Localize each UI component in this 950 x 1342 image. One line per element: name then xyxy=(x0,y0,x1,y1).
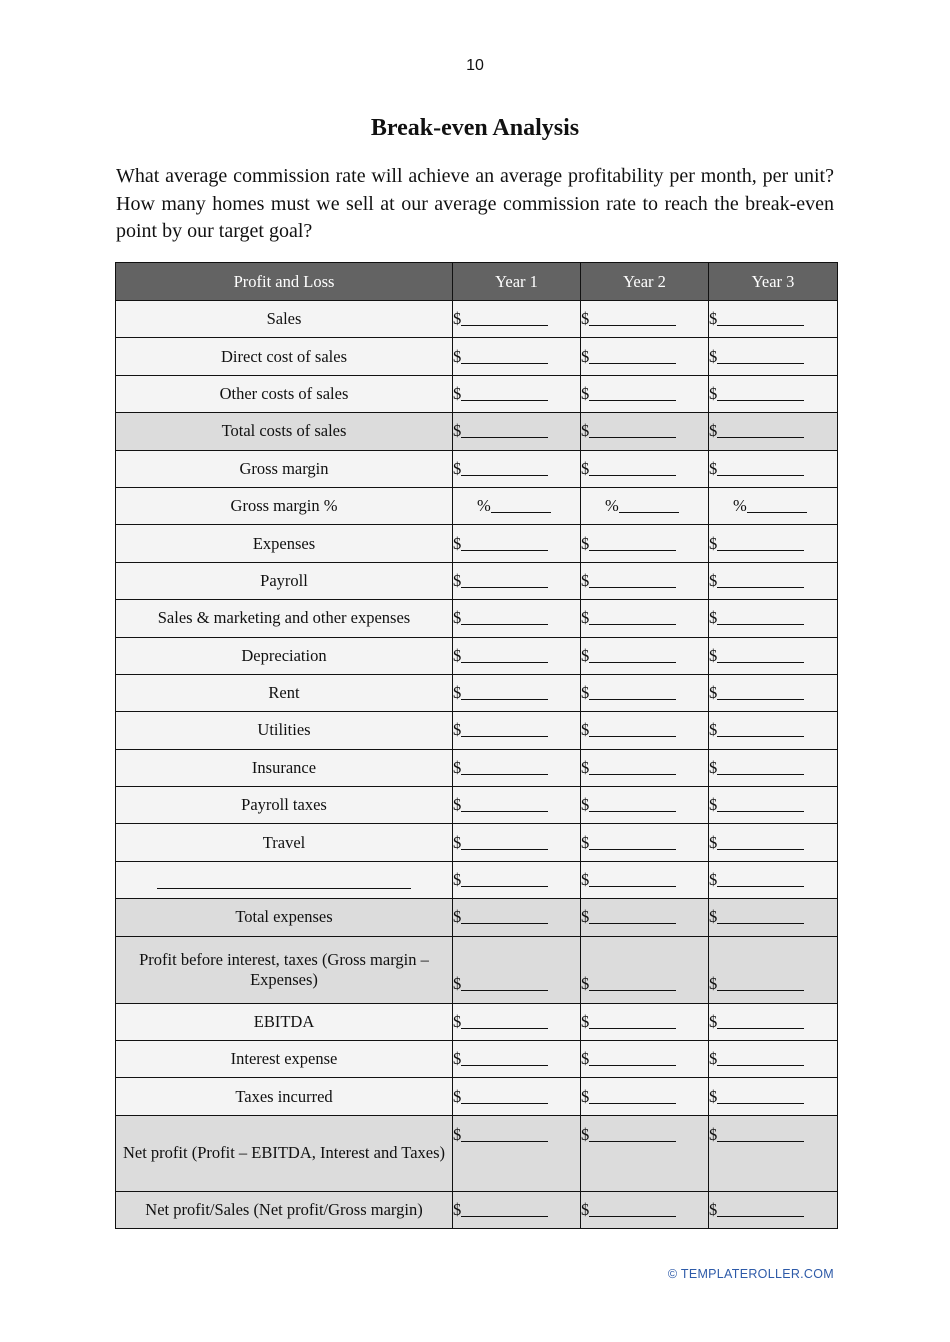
year-2-value-cell xyxy=(581,562,709,599)
table-row xyxy=(116,1003,838,1040)
fill-in-blank[interactable] xyxy=(589,758,676,775)
fill-in-blank[interactable] xyxy=(461,347,548,364)
year-3-value-cell xyxy=(709,637,838,674)
year-3-value-cell xyxy=(709,525,838,562)
year-2-value-cell xyxy=(581,1041,709,1078)
row-label: Expenses xyxy=(116,525,453,562)
header-profit-and-loss: Profit and Loss xyxy=(116,263,453,301)
header-year-3: Year 3 xyxy=(709,263,838,301)
year-1-value-cell xyxy=(453,338,581,375)
dollar-sign: $ xyxy=(581,608,590,628)
fill-in-blank[interactable] xyxy=(461,720,548,737)
fill-in-blank[interactable] xyxy=(717,1200,804,1217)
row-label: Sales xyxy=(116,301,453,338)
dollar-sign: $ xyxy=(453,383,462,403)
row-label: Direct cost of sales xyxy=(116,338,453,375)
custom-label-blank[interactable] xyxy=(157,866,411,889)
year-2-value-cell xyxy=(581,637,709,674)
year-3-value-cell xyxy=(709,861,838,898)
header-year-2: Year 2 xyxy=(581,263,709,301)
fill-in-blank[interactable] xyxy=(461,1200,548,1217)
fill-in-blank[interactable] xyxy=(461,384,548,401)
year-3-value-cell xyxy=(709,338,838,375)
year-3-value-cell xyxy=(709,1191,838,1228)
fill-in-blank[interactable] xyxy=(461,459,548,476)
row-label: Net profit (Profit – EBITDA, Interest and Taxes) xyxy=(116,1115,453,1191)
fill-in-blank[interactable] xyxy=(589,974,676,991)
table-header-row xyxy=(116,263,838,301)
table-row xyxy=(116,562,838,599)
table-row xyxy=(116,1115,838,1191)
dollar-sign: $ xyxy=(453,570,462,590)
table-row xyxy=(116,1041,838,1078)
table-row xyxy=(116,674,838,711)
percent-sign: % xyxy=(477,496,491,516)
fill-in-blank[interactable] xyxy=(589,421,676,438)
table-row xyxy=(116,1078,838,1115)
year-1-value-cell xyxy=(453,1041,581,1078)
dollar-sign: $ xyxy=(453,720,462,740)
dollar-sign: $ xyxy=(581,907,590,927)
dollar-sign: $ xyxy=(453,1011,462,1031)
fill-in-blank[interactable] xyxy=(461,608,548,625)
dollar-sign: $ xyxy=(709,973,718,993)
table-row xyxy=(116,861,838,898)
dollar-sign: $ xyxy=(709,720,718,740)
year-1-value-cell xyxy=(453,487,581,524)
year-3-value-cell xyxy=(709,600,838,637)
row-label xyxy=(116,861,453,898)
row-label: Depreciation xyxy=(116,637,453,674)
table-row xyxy=(116,899,838,936)
year-1-value-cell xyxy=(453,375,581,412)
year-2-value-cell xyxy=(581,375,709,412)
year-3-value-cell xyxy=(709,413,838,450)
dollar-sign: $ xyxy=(709,1086,718,1106)
dollar-sign: $ xyxy=(709,1049,718,1069)
fill-in-blank[interactable] xyxy=(589,384,676,401)
row-label: Sales & marketing and other expenses xyxy=(116,600,453,637)
fill-in-blank[interactable] xyxy=(589,1012,676,1029)
table-row xyxy=(116,637,838,674)
dollar-sign: $ xyxy=(453,1086,462,1106)
year-2-value-cell xyxy=(581,487,709,524)
year-2-value-cell xyxy=(581,1191,709,1228)
fill-in-blank[interactable] xyxy=(589,795,676,812)
dollar-sign: $ xyxy=(709,1200,718,1219)
year-2-value-cell xyxy=(581,824,709,861)
profit-and-loss-table xyxy=(115,262,838,1229)
year-2-value-cell xyxy=(581,1078,709,1115)
table-row xyxy=(116,787,838,824)
row-label: Payroll taxes xyxy=(116,787,453,824)
year-1-value-cell xyxy=(453,712,581,749)
dollar-sign: $ xyxy=(453,683,462,703)
fill-in-blank[interactable] xyxy=(747,496,807,513)
dollar-sign: $ xyxy=(581,1124,590,1144)
dollar-sign: $ xyxy=(581,421,590,441)
fill-in-blank[interactable] xyxy=(461,974,548,991)
dollar-sign: $ xyxy=(709,421,718,441)
dollar-sign: $ xyxy=(453,1124,462,1144)
table-row xyxy=(116,749,838,786)
intro-paragraph: What average commission rate will achieve an average profitability per month, per unit? How many homes must we sell at our average commission rate to reach the break-even point by our target goal? xyxy=(116,165,834,242)
fill-in-blank[interactable] xyxy=(461,309,548,326)
fill-in-blank[interactable] xyxy=(717,1125,804,1142)
fill-in-blank[interactable] xyxy=(589,1087,676,1104)
row-label: Travel xyxy=(116,824,453,861)
dollar-sign: $ xyxy=(453,1049,462,1069)
table-row xyxy=(116,600,838,637)
templateroller-credit[interactable]: © TEMPLATEROLLER.COM xyxy=(667,1267,834,1281)
row-label: Gross margin xyxy=(116,450,453,487)
dollar-sign: $ xyxy=(709,795,718,815)
year-1-value-cell xyxy=(453,936,581,1003)
year-1-value-cell xyxy=(453,1003,581,1040)
year-2-value-cell xyxy=(581,600,709,637)
year-2-value-cell xyxy=(581,899,709,936)
row-label: Utilities xyxy=(116,712,453,749)
dollar-sign: $ xyxy=(709,1011,718,1031)
fill-in-blank[interactable] xyxy=(717,571,804,588)
dollar-sign: $ xyxy=(453,645,462,665)
year-1-value-cell xyxy=(453,824,581,861)
row-label: Total costs of sales xyxy=(116,413,453,450)
year-3-value-cell xyxy=(709,1078,838,1115)
fill-in-blank[interactable] xyxy=(589,720,676,737)
fill-in-blank[interactable] xyxy=(461,571,548,588)
year-3-value-cell xyxy=(709,301,838,338)
dollar-sign: $ xyxy=(581,870,590,890)
dollar-sign: $ xyxy=(453,533,462,553)
table-row xyxy=(116,375,838,412)
fill-in-blank[interactable] xyxy=(717,1012,804,1029)
fill-in-blank[interactable] xyxy=(461,870,548,887)
fill-in-blank[interactable] xyxy=(589,907,676,924)
year-1-value-cell xyxy=(453,600,581,637)
year-3-value-cell xyxy=(709,899,838,936)
fill-in-blank[interactable] xyxy=(589,309,676,326)
dollar-sign: $ xyxy=(581,1200,590,1219)
fill-in-blank[interactable] xyxy=(619,496,679,513)
fill-in-blank[interactable] xyxy=(589,608,676,625)
fill-in-blank[interactable] xyxy=(717,309,804,326)
table-row xyxy=(116,450,838,487)
header-year-1: Year 1 xyxy=(453,263,581,301)
dollar-sign: $ xyxy=(709,870,718,890)
dollar-sign: $ xyxy=(453,346,462,366)
fill-in-blank[interactable] xyxy=(589,459,676,476)
fill-in-blank[interactable] xyxy=(491,496,551,513)
year-1-value-cell xyxy=(453,562,581,599)
dollar-sign: $ xyxy=(709,757,718,777)
year-1-value-cell xyxy=(453,899,581,936)
year-1-value-cell xyxy=(453,301,581,338)
dollar-sign: $ xyxy=(709,683,718,703)
row-label: Interest expense xyxy=(116,1041,453,1078)
percent-sign: % xyxy=(733,496,747,516)
dollar-sign: $ xyxy=(453,907,462,927)
dollar-sign: $ xyxy=(709,1124,718,1144)
dollar-sign: $ xyxy=(581,832,590,852)
fill-in-blank[interactable] xyxy=(717,347,804,364)
dollar-sign: $ xyxy=(453,757,462,777)
fill-in-blank[interactable] xyxy=(461,795,548,812)
fill-in-blank[interactable] xyxy=(589,870,676,887)
row-label: Total expenses xyxy=(116,899,453,936)
fill-in-blank[interactable] xyxy=(717,870,804,887)
dollar-sign: $ xyxy=(581,795,590,815)
dollar-sign: $ xyxy=(581,645,590,665)
dollar-sign: $ xyxy=(709,346,718,366)
year-3-value-cell xyxy=(709,749,838,786)
row-label: EBITDA xyxy=(116,1003,453,1040)
year-3-value-cell xyxy=(709,1041,838,1078)
dollar-sign: $ xyxy=(581,720,590,740)
year-1-value-cell xyxy=(453,637,581,674)
year-3-value-cell xyxy=(709,1003,838,1040)
page-number: 10 xyxy=(466,57,484,74)
fill-in-blank[interactable] xyxy=(717,1087,804,1104)
row-label: Profit before interest, taxes (Gross margin – Expenses) xyxy=(116,936,453,1003)
year-2-value-cell xyxy=(581,1115,709,1191)
year-1-value-cell xyxy=(453,413,581,450)
fill-in-blank[interactable] xyxy=(717,534,804,551)
year-2-value-cell xyxy=(581,413,709,450)
table-row xyxy=(116,338,838,375)
year-2-value-cell xyxy=(581,712,709,749)
dollar-sign: $ xyxy=(709,383,718,403)
row-label: Gross margin % xyxy=(116,487,453,524)
fill-in-blank[interactable] xyxy=(461,683,548,700)
row-label: Payroll xyxy=(116,562,453,599)
year-2-value-cell xyxy=(581,1003,709,1040)
year-2-value-cell xyxy=(581,749,709,786)
year-3-value-cell xyxy=(709,787,838,824)
dollar-sign: $ xyxy=(709,608,718,628)
year-2-value-cell xyxy=(581,787,709,824)
dollar-sign: $ xyxy=(581,1049,590,1069)
year-3-value-cell xyxy=(709,824,838,861)
fill-in-blank[interactable] xyxy=(717,795,804,812)
dollar-sign: $ xyxy=(581,1086,590,1106)
dollar-sign: $ xyxy=(581,757,590,777)
dollar-sign: $ xyxy=(453,1200,462,1219)
fill-in-blank[interactable] xyxy=(461,421,548,438)
dollar-sign: $ xyxy=(709,309,718,329)
fill-in-blank[interactable] xyxy=(717,1049,804,1066)
table-row xyxy=(116,301,838,338)
row-label: Other costs of sales xyxy=(116,375,453,412)
table-row xyxy=(116,413,838,450)
fill-in-blank[interactable] xyxy=(461,758,548,775)
fill-in-blank[interactable] xyxy=(717,683,804,700)
dollar-sign: $ xyxy=(453,309,462,329)
year-3-value-cell xyxy=(709,674,838,711)
year-1-value-cell xyxy=(453,1191,581,1228)
year-2-value-cell xyxy=(581,338,709,375)
fill-in-blank[interactable] xyxy=(461,534,548,551)
year-3-value-cell xyxy=(709,562,838,599)
page-title: Break-even Analysis xyxy=(370,115,580,141)
table-row xyxy=(116,936,838,1003)
table-row xyxy=(116,1191,838,1228)
year-2-value-cell xyxy=(581,936,709,1003)
year-3-value-cell xyxy=(709,1115,838,1191)
year-2-value-cell xyxy=(581,525,709,562)
fill-in-blank[interactable] xyxy=(589,833,676,850)
fill-in-blank[interactable] xyxy=(461,1012,548,1029)
dollar-sign: $ xyxy=(581,973,590,993)
row-label: Rent xyxy=(116,674,453,711)
dollar-sign: $ xyxy=(453,832,462,852)
fill-in-blank[interactable] xyxy=(717,758,804,775)
dollar-sign: $ xyxy=(581,533,590,553)
dollar-sign: $ xyxy=(453,608,462,628)
fill-in-blank[interactable] xyxy=(461,1125,548,1142)
table-row xyxy=(116,525,838,562)
fill-in-blank[interactable] xyxy=(589,571,676,588)
dollar-sign: $ xyxy=(453,458,462,478)
year-2-value-cell xyxy=(581,861,709,898)
fill-in-blank[interactable] xyxy=(589,683,676,700)
fill-in-blank[interactable] xyxy=(589,534,676,551)
year-3-value-cell xyxy=(709,936,838,1003)
dollar-sign: $ xyxy=(453,421,462,441)
dollar-sign: $ xyxy=(453,973,462,993)
dollar-sign: $ xyxy=(581,383,590,403)
fill-in-blank[interactable] xyxy=(717,907,804,924)
year-2-value-cell xyxy=(581,674,709,711)
dollar-sign: $ xyxy=(581,683,590,703)
fill-in-blank[interactable] xyxy=(717,833,804,850)
year-3-value-cell xyxy=(709,487,838,524)
dollar-sign: $ xyxy=(453,870,462,890)
dollar-sign: $ xyxy=(581,1011,590,1031)
dollar-sign: $ xyxy=(581,346,590,366)
dollar-sign: $ xyxy=(709,458,718,478)
dollar-sign: $ xyxy=(709,533,718,553)
year-1-value-cell xyxy=(453,450,581,487)
fill-in-blank[interactable] xyxy=(717,421,804,438)
year-3-value-cell xyxy=(709,450,838,487)
dollar-sign: $ xyxy=(581,309,590,329)
fill-in-blank[interactable] xyxy=(717,720,804,737)
row-label: Taxes incurred xyxy=(116,1078,453,1115)
percent-sign: % xyxy=(605,496,619,516)
dollar-sign: $ xyxy=(709,570,718,590)
table-body xyxy=(116,301,838,1229)
fill-in-blank[interactable] xyxy=(461,1087,548,1104)
dollar-sign: $ xyxy=(453,795,462,815)
year-1-value-cell xyxy=(453,1115,581,1191)
year-1-value-cell xyxy=(453,861,581,898)
year-3-value-cell xyxy=(709,712,838,749)
table-row xyxy=(116,824,838,861)
year-2-value-cell xyxy=(581,450,709,487)
dollar-sign: $ xyxy=(709,645,718,665)
year-1-value-cell xyxy=(453,674,581,711)
row-label: Insurance xyxy=(116,749,453,786)
dollar-sign: $ xyxy=(709,832,718,852)
fill-in-blank[interactable] xyxy=(461,646,548,663)
fill-in-blank[interactable] xyxy=(589,347,676,364)
row-label: Net profit/Sales (Net profit/Gross margin) xyxy=(116,1191,453,1228)
fill-in-blank[interactable] xyxy=(717,974,804,991)
fill-in-blank[interactable] xyxy=(717,646,804,663)
fill-in-blank[interactable] xyxy=(717,608,804,625)
table-row xyxy=(116,487,838,524)
year-1-value-cell xyxy=(453,1078,581,1115)
year-1-value-cell xyxy=(453,787,581,824)
dollar-sign: $ xyxy=(581,570,590,590)
fill-in-blank[interactable] xyxy=(589,646,676,663)
fill-in-blank[interactable] xyxy=(589,1200,676,1217)
fill-in-blank[interactable] xyxy=(589,1125,676,1142)
table-row xyxy=(116,712,838,749)
fill-in-blank[interactable] xyxy=(461,833,548,850)
year-3-value-cell xyxy=(709,375,838,412)
fill-in-blank[interactable] xyxy=(717,384,804,401)
fill-in-blank[interactable] xyxy=(717,459,804,476)
dollar-sign: $ xyxy=(709,907,718,927)
fill-in-blank[interactable] xyxy=(461,1049,548,1066)
year-1-value-cell xyxy=(453,749,581,786)
dollar-sign: $ xyxy=(581,458,590,478)
fill-in-blank[interactable] xyxy=(461,907,548,924)
year-2-value-cell xyxy=(581,301,709,338)
year-1-value-cell xyxy=(453,525,581,562)
fill-in-blank[interactable] xyxy=(589,1049,676,1066)
